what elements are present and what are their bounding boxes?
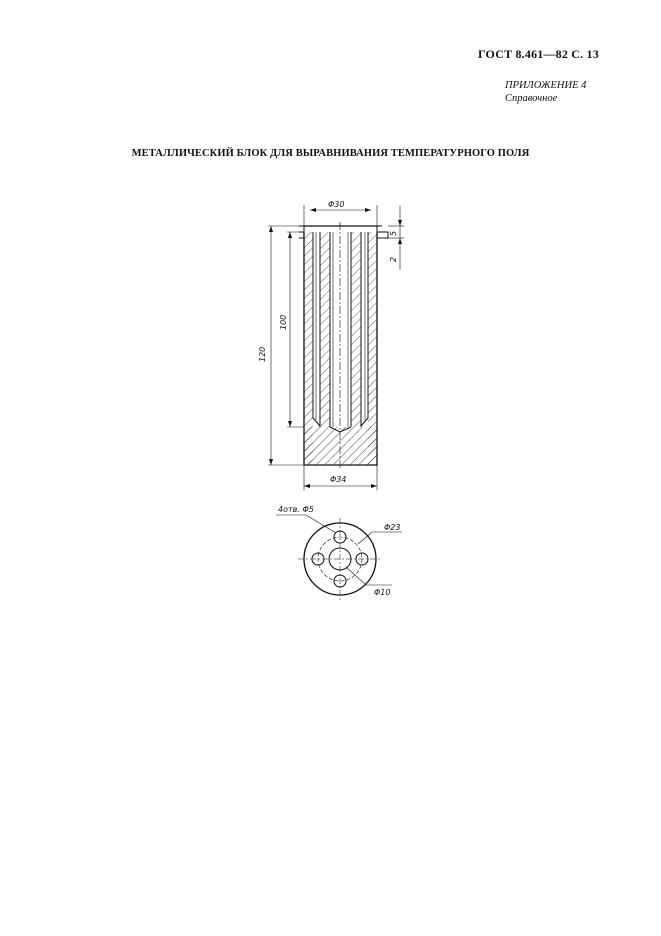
page-title: МЕТАЛЛИЧЕСКИЙ БЛОК ДЛЯ ВЫРАВНИВАНИЯ ТЕМПЕРАТУРНОГО ПОЛЯ bbox=[131, 148, 530, 159]
appendix-label: ПРИЛОЖЕНИЕ 4 bbox=[505, 80, 587, 91]
dim-depth-small: 5 bbox=[389, 230, 398, 236]
dim-top-diameter: Φ30 bbox=[328, 200, 345, 209]
dim-circle-diameter: Φ23 bbox=[384, 523, 401, 532]
dim-holes: 4отв. Φ5 bbox=[278, 505, 314, 514]
dim-depth-step: 2 bbox=[389, 256, 398, 262]
block-section-view bbox=[268, 205, 404, 490]
appendix-kind: Справочное bbox=[505, 93, 558, 104]
document-header: ГОСТ 8.461—82 С. 13 bbox=[478, 47, 599, 61]
dim-height-bore: 100 bbox=[279, 314, 288, 330]
dim-center-diameter: Φ10 bbox=[374, 588, 391, 597]
dim-height-total: 120 bbox=[258, 346, 267, 362]
dim-bottom-diameter: Φ34 bbox=[330, 475, 347, 484]
